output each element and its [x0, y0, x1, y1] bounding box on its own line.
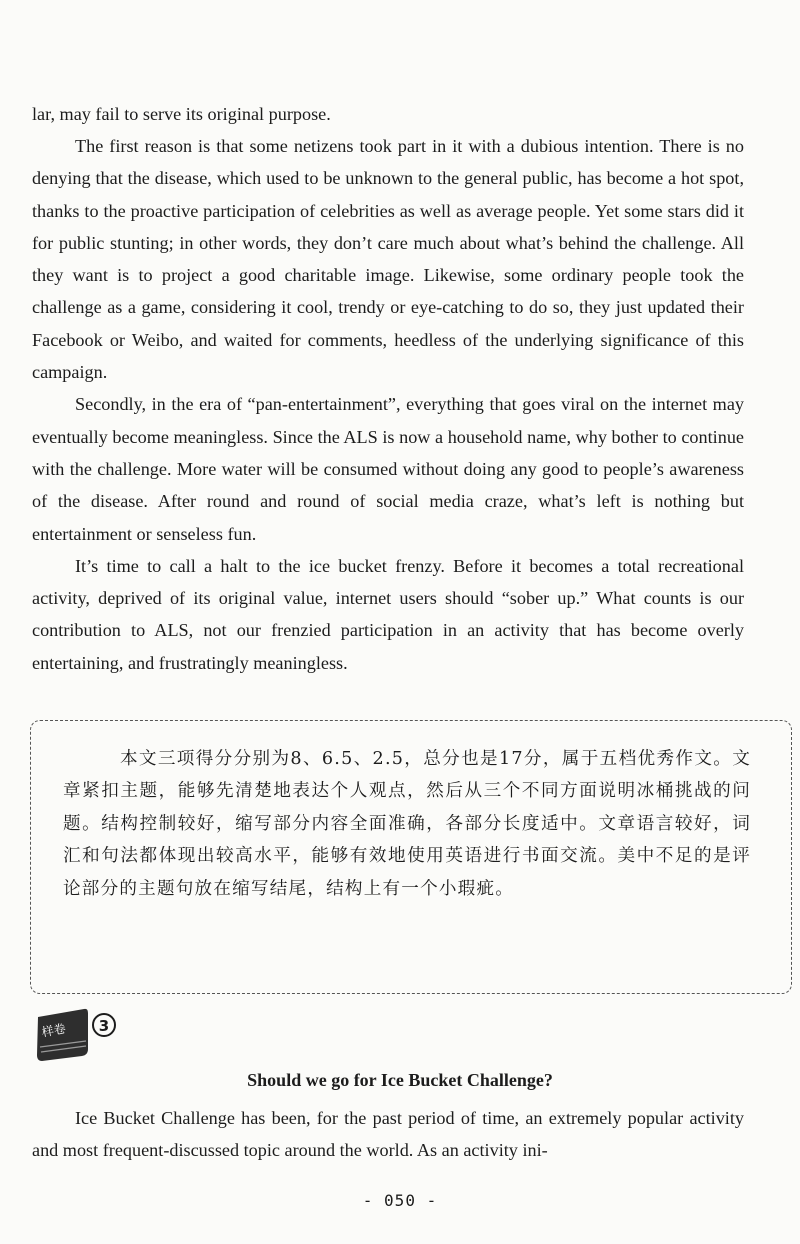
sample-opening: Ice Bucket Challenge has been, for the past period of time, an extremely popular activity and most frequent-discussed topic around the world. As an activity ini-: [32, 1108, 744, 1161]
sample-number: 3: [98, 1017, 110, 1035]
intro-line: [32, 98, 744, 130]
teacher-comment-box: [30, 720, 792, 994]
paragraph-1: The first reason is that some netizens took part in it with a dubious intention. There is no denying that the disease, which used to be unknown to the general public, has become a hot spot, thanks to the proactive participation of celebrities as well as average people. Yet some stars did it for public stunting; in other words, they don’t care much about what’s behind the challenge. All they want is to project a good charitable image. Likewise, some ordinary people took the challenge as a game, considering it cool, trendy or eye-catching to do so, they just updated their Facebook or Weibo, and waited for comments, heedless of the underlying significance of this campaign.: [32, 136, 744, 383]
sample-title: Should we go for Ice Bucket Challenge?: [247, 1070, 553, 1090]
sample-essay: [32, 1102, 744, 1167]
sample-badge-icon: [34, 1003, 124, 1063]
page-number: - 050 -: [362, 1191, 438, 1210]
intro-continuation: lar, may fail to serve its original purpose.: [32, 104, 331, 124]
teacher-comment: 本文三项得分分别为8、6.5、2.5，总分也是17分，属于五档优秀作文。文章紧扣主题，能够先清楚地表达个人观点，然后从三个不同方面说明冰桶挑战的问题。结构控制较好，缩写部分内容全面准确，各部分长度适中。文章语言较好，词汇和句法都体现出较高水平，能够有效地使用英语进行书面交流。美中不足的是评论部分的主题句放在缩写结尾，结构上有一个小瑕疵。: [63, 749, 751, 899]
paragraph-3: It’s time to call a halt to the ice bucket frenzy. Before it becomes a total recreational activity, deprived of its original value, internet users should “sober up.” What counts is our contribution to ALS, not our frenzied participation in an activity that has become overly entertaining, and frustratingly meaningless.: [32, 555, 744, 673]
paragraph-2: Secondly, in the era of “pan-entertainment”, everything that goes viral on the internet may eventually become meaningless. Since the ALS is now a household name, why bother to continue with the challenge. More water will be consumed without doing any good to people’s awareness of the disease. After round and round of social media craze, what’s left is nothing but entertainment or senseless fun.: [32, 394, 744, 544]
sample-badge-label: 样卷: [40, 1021, 67, 1040]
essay-body: [32, 130, 744, 679]
